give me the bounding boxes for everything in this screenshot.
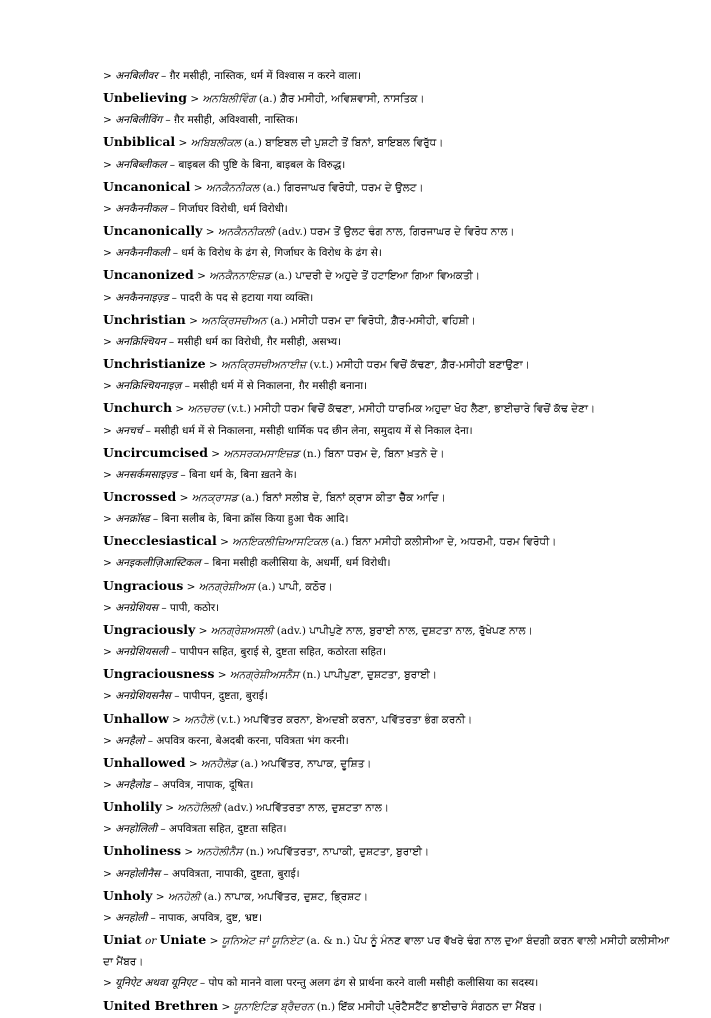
transliteration: अनक्रॉस्ड [115, 513, 150, 526]
transliteration: अनहोलिली [115, 823, 157, 836]
part-of-speech: (v.t.) [216, 713, 241, 726]
transliteration: ਯੂਨਾਇਟਿਡ ਬ੍ਰੈਦਰਨ [233, 1000, 314, 1013]
part-of-speech: (a.) [330, 536, 349, 549]
transliteration: अनकैननाइज़्ड [115, 291, 169, 304]
separator: – [150, 779, 162, 791]
hindi-line [103, 332, 673, 353]
definition: ਬਾਇਬਲ ਦੀ ਪੁਸ਼ਟੀ ਤੋਂ ਬਿਨਾਂ, ਬਾਇਬਲ ਵਿਰੁੱਧ। [265, 137, 444, 150]
arrow-marker: > [103, 734, 112, 747]
definition: ਬਿਨਾ ਮਸੀਹੀ ਕਲੀਸੀਆ ਦੇ, ਅਧਰਮੀ, ਧਰਮ ਵਿਰੋਧੀ। [351, 536, 557, 549]
arrow-marker: > [220, 536, 229, 549]
arrow-marker: > [103, 513, 112, 526]
part-of-speech: (adv.) [223, 802, 253, 815]
definition: बिना धर्म के, बिना ख़तने के। [188, 468, 297, 481]
headword: Unhallow [103, 710, 169, 726]
transliteration: अनकैननीकली [115, 247, 170, 260]
part-of-speech: (a.) [244, 137, 262, 150]
headword: United Brethren [103, 997, 219, 1013]
hindi-line [103, 864, 673, 885]
definition: ਪਾਦਰੀ ਦੇ ਅਹੁਦੇ ਤੋਂ ਹਟਾਇਆ ਗਿਆ ਵਿਅਕਤੀ। [295, 270, 480, 283]
arrow-marker: > [103, 823, 112, 836]
definition: अपवित्र, नापाक, दूषित। [161, 779, 254, 791]
definition: ਮਸੀਹੀ ਧਰਮ ਵਿਚੋਂ ਕੱਢਣਾ, ਗ਼ੈਰ-ਮਸੀਹੀ ਬਣਾਉਣਾ। [336, 359, 530, 372]
headword: Unholiness [103, 843, 182, 859]
transliteration: ਅਨਕ੍ਰਿਸਚੀਅਨਾਈਜ਼ [221, 359, 307, 372]
transliteration: ਅਨਕੈਨਨੀਕਲ [205, 181, 260, 194]
separator: – [157, 601, 170, 614]
definition: ਪਾਪੀਪੁਣੇ ਨਾਲ, ਬੁਰਾਈ ਨਾਲ, ਦੁਸ਼ਟਤਾ ਨਾਲ, ਰੁੱਖੇਪਣ ਨਾਲ। [309, 624, 533, 637]
transliteration: अनचर्च [115, 424, 143, 437]
transliteration: ਅਨਚਰਚ [187, 403, 224, 416]
separator: – [160, 867, 173, 880]
definition: अपवित्रता, नापाकी, दुष्टता, बुराई। [172, 867, 300, 880]
definition: ਅਪਵਿੱਤਰ ਕਰਨਾ, ਬੇਅਦਬੀ ਕਰਨਾ, ਪਵਿੱਤਰਤਾ ਭੰਗ ਕਰਨੀ। [243, 713, 473, 726]
arrow-marker: > [193, 181, 203, 194]
part-of-speech: (a.) [258, 93, 277, 106]
hindi-line [103, 421, 673, 442]
entry-line [103, 530, 673, 553]
definition: ग़ैर मसीही, नास्तिक, धर्म में विश्वास न करने वाला। [169, 70, 362, 82]
definition: पापीपन, दुष्टता, बुराई। [182, 690, 268, 703]
entry-line [103, 353, 673, 376]
hindi-line [103, 598, 673, 619]
transliteration: अनबिब्लीकल [115, 158, 167, 171]
entry-line [103, 176, 673, 199]
arrow-marker: > [217, 669, 227, 682]
arrow-marker: > [103, 70, 112, 82]
entry-line [103, 929, 673, 973]
definition: अपवित्रता सहित, दुष्टता सहित। [168, 823, 287, 836]
arrow-marker: > [103, 291, 112, 304]
arrow-marker: > [103, 911, 112, 924]
definition: गिर्जाघर विरोधी, धर्म विरोधी। [178, 202, 288, 215]
headword: Unholily [103, 799, 162, 815]
arrow-marker: > [103, 335, 112, 348]
arrow-marker: > [211, 447, 221, 460]
part-of-speech: (v.t.) [309, 359, 334, 372]
entry-line [103, 619, 673, 642]
entry-line [103, 131, 673, 154]
entry-line [103, 442, 673, 465]
entry-line [103, 397, 673, 420]
headword: Unchristianize [103, 356, 206, 372]
entry-line [103, 309, 673, 332]
transliteration: अनहोली [115, 911, 148, 924]
arrow-marker: > [184, 846, 194, 859]
hindi-line [103, 465, 673, 486]
arrow-marker: > [178, 137, 188, 150]
definition: बिना मसीही कलीसिया के, अधर्मी, धर्म विरोधी। [212, 557, 391, 570]
definition: ਮਸੀਹੀ ਧਰਮ ਵਿਚੋਂ ਕੱਢਣਾ, ਮਸੀਹੀ ਧਾਰਮਿਕ ਅਹੁਦਾ ਖੋਹ ਲੈਣਾ, ਭਾਈਚਾਰੇ ਵਿਚੋਂ ਕੱਢ ਦੇਣਾ। [254, 403, 596, 416]
hindi-line [103, 731, 673, 752]
part-of-speech: (a.) [270, 314, 288, 327]
separator: – [147, 911, 160, 924]
hindi-line [103, 110, 673, 131]
arrow-marker: > [103, 867, 112, 880]
hindi-line [103, 376, 673, 397]
arrow-marker: > [103, 424, 112, 437]
definition: नापाक, अपवित्र, दुष्ट, भ्रष्ट। [159, 911, 262, 924]
transliteration: ਅਨਹੈਲੋ [184, 713, 214, 726]
definition: धर्म के विरोध के ढंग से, गिर्जाघर के विरोध के ढंग से। [181, 247, 382, 260]
headword: Unecclesiastical [103, 533, 217, 549]
part-of-speech: (a.) [240, 757, 259, 770]
transliteration: ਅਬਿਬਲੀਕਲ [190, 137, 241, 150]
arrow-marker: > [103, 380, 112, 393]
entry-line [103, 840, 673, 863]
arrow-marker: > [165, 802, 175, 815]
arrow-marker: > [103, 468, 112, 481]
headword: Ungraciousness [103, 666, 215, 682]
hindi-line [103, 553, 673, 574]
arrow-marker: > [103, 247, 112, 260]
headword: Unhallowed [103, 754, 186, 770]
part-of-speech: (n.) [245, 846, 265, 859]
arrow-marker: > [179, 491, 189, 504]
hindi-line [103, 288, 673, 309]
arrow-marker: > [155, 890, 165, 903]
transliteration: ਅਨਸਰਕਮਸਾਇਜ਼ਡ [223, 447, 300, 460]
definition: अपवित्र करना, बेअदबी करना, पवित्रता भंग करनी। [156, 734, 349, 747]
arrow-marker: > [197, 270, 206, 283]
arrow-marker: > [209, 935, 219, 948]
separator: – [170, 690, 183, 703]
definition: ਧਰਮ ਤੋਂ ਉਲਟ ਢੰਗ ਨਾਲ, ਗਿਰਜਾਘਰ ਦੇ ਵਿਰੋਧ ਨਾਲ। [310, 226, 515, 239]
part-of-speech: (n.) [302, 669, 321, 682]
headword-variant: Uniate [159, 932, 207, 948]
arrow-marker: > [190, 93, 200, 106]
definition: ਪੋਪ ਨੂੰ ਮੰਨਣ ਵਾਲਾ ਪਰ ਵੱਖਰੇ ਢੰਗ ਨਾਲ ਦੁਆ ਬੰਦਗੀ ਕਰਨ ਵਾਲੀ ਮਸੀਹੀ ਕਲੀਸੀਆ ਦਾ ਮੈਂਬਰ। [103, 935, 670, 969]
definition: ਪਾਪੀਪੁਣਾ, ਦੁਸ਼ਟਤਾ, ਬੁਰਾਈ। [324, 669, 437, 682]
part-of-speech: (adv.) [277, 226, 307, 239]
part-of-speech: (v.t.) [227, 403, 251, 416]
definition: ਅਪਵਿੱਤਰਤਾ ਨਾਲ, ਦੁਸ਼ਟਤਾ ਨਾਲ। [256, 802, 389, 815]
definition: ਅਪਵਿੱਤਰਤਾ, ਨਾਪਾਕੀ, ਦੁਸ਼ਟਤਾ, ਬੁਰਾਈ। [267, 846, 430, 859]
hindi-line [103, 243, 673, 264]
arrow-marker: > [189, 314, 198, 327]
headword: Unbiblical [103, 134, 176, 150]
entry-line [103, 87, 673, 110]
arrow-marker: > [103, 158, 112, 171]
transliteration: ਅਨਹੈਲੋਡ [200, 757, 237, 770]
separator: – [156, 823, 169, 836]
entry-line [103, 575, 673, 598]
headword: Unchristian [103, 311, 186, 327]
headword: Uniat [103, 932, 142, 948]
part-of-speech: (a.) [257, 580, 276, 593]
separator: – [166, 158, 179, 171]
hindi-line [103, 973, 673, 994]
separator: – [169, 247, 182, 260]
separator: – [157, 70, 170, 82]
or-connector: or [144, 935, 157, 948]
definition: ਗ਼ੈਰ ਮਸੀਹੀ, ਅਵਿਸ਼ਵਾਸੀ, ਨਾਸਤਿਕ। [280, 93, 425, 106]
separator: – [162, 114, 174, 127]
transliteration: ਅਨਕ੍ਰਾਸਡ [191, 491, 238, 504]
arrow-marker: > [188, 757, 198, 770]
definition: मसीही धर्म का विरोधी, ग़ैर मसीही, असभ्य। [177, 335, 342, 348]
definition: ग़ैर मसीही, अविश्वासी, नास्तिक। [173, 114, 299, 127]
separator: – [181, 380, 194, 393]
definition: बिना सलीब के, बिना क्रॉस किया हुआ चैक आदि। [161, 513, 349, 526]
arrow-marker: > [103, 202, 112, 215]
dictionary-page [103, 66, 673, 1018]
transliteration: ਅਨਗ੍ਰੇਸ਼ਅਸਲੀ [210, 624, 274, 637]
entry-line [103, 796, 673, 819]
transliteration: अनबिलीवर [115, 70, 158, 82]
transliteration: ਅਨਇਕਲੀਜ਼ਿਆਸਟਿਕਲ [232, 536, 328, 549]
definition: मसीही धर्म में से निकालना, मसीही धार्मिक पद छीन लेना, समुदाय में से निकाल देना। [154, 424, 473, 437]
transliteration: ਅਨਕੈਨਨੀਕਲੀ [217, 226, 275, 239]
transliteration: अनइकलीज़िआस्टिकल [115, 557, 201, 570]
arrow-marker: > [198, 624, 208, 637]
separator: – [196, 977, 209, 990]
definition: ਪਾਪੀ, ਕਠੋਰ। [278, 580, 333, 593]
arrow-marker: > [208, 359, 218, 372]
part-of-speech: (adv.) [276, 624, 306, 637]
headword: Unchurch [103, 400, 173, 416]
headword: Ungracious [103, 577, 184, 593]
headword: Unholy [103, 887, 153, 903]
definition: ਨਾਪਾਕ, ਅਪਵਿੱਤਰ, ਦੁਸ਼ਟ, ਭ੍ਰਿਸ਼ਟ। [224, 890, 369, 903]
transliteration: अनबिलीविंग [115, 114, 163, 127]
entry-line [103, 663, 673, 686]
entry-line [103, 752, 673, 775]
transliteration: अनहैलोड [115, 779, 151, 791]
transliteration: ਅਨਕ੍ਰਿਸਚੀਅਨ [201, 314, 267, 327]
transliteration: अनग्रेशियसनैस [115, 690, 171, 703]
arrow-marker: > [186, 580, 196, 593]
arrow-marker: > [175, 403, 185, 416]
definition: ਇੱਕ ਮਸੀਹੀ ਪ੍ਰੋਟੈਸਟੈਂਟ ਭਾਈਚਾਰੇ ਸੰਗਠਨ ਦਾ ਮੈਂਬਰ। [338, 1000, 543, 1013]
definition: पादरी के पद से हटाया गया व्यक्ति। [180, 291, 314, 304]
entry-line [103, 885, 673, 908]
definition: मसीही धर्म में से निकालना, ग़ैर मसीही बनाना। [193, 380, 368, 393]
separator: – [167, 646, 180, 659]
hindi-line [103, 66, 673, 87]
hindi-line [103, 155, 673, 176]
arrow-marker: > [172, 713, 181, 726]
hindi-line [103, 686, 673, 707]
transliteration: अनक्रिश्चियन [115, 335, 166, 348]
transliteration: अनहैलो [115, 734, 145, 747]
transliteration: ਯੂਨਿਅੇਟ ਜਾਂ ਯੂਨਿਏਟ [221, 935, 304, 948]
transliteration: अनग्रेशियस [115, 601, 158, 614]
headword: Uncanonically [103, 223, 203, 239]
separator: – [177, 468, 189, 481]
part-of-speech: (n.) [316, 1000, 336, 1013]
arrow-marker: > [103, 646, 112, 659]
separator: – [144, 734, 157, 747]
separator: – [168, 291, 181, 304]
transliteration: यूनिऐट अथवा यूनिएट [115, 977, 197, 990]
definition: ਗਿਰਜਾਘਰ ਵਿਰੋਧੀ, ਧਰਮ ਦੇ ਉਲਟ। [283, 181, 424, 194]
separator: – [142, 424, 155, 437]
definition: पोप को मानने वाला परन्तु अलग ढंग से प्रार्थना करने वाली मसीही कलीसिया का सदस्य। [208, 977, 539, 990]
headword: Uncrossed [103, 488, 177, 504]
entry-line [103, 708, 673, 731]
entry-line [103, 995, 673, 1018]
separator: – [165, 335, 178, 348]
separator: – [200, 557, 213, 570]
transliteration: ਅਨਕੈਨਨਾਇਜ਼ਡ [209, 270, 271, 283]
part-of-speech: (a.) [203, 890, 222, 903]
part-of-speech: (a.) [241, 491, 260, 504]
definition: ਬਿਨਾ ਧਰਮ ਦੇ, ਬਿਨਾ ਖ਼ਤਨੇ ਦੇ। [324, 447, 445, 460]
headword: Unbelieving [103, 90, 187, 106]
definition: ਅਪਵਿੱਤਰ, ਨਾਪਾਕ, ਦੂਸ਼ਿਤ। [261, 757, 372, 770]
arrow-marker: > [103, 557, 112, 570]
separator: – [166, 202, 179, 215]
hindi-line [103, 199, 673, 220]
entry-line [103, 486, 673, 509]
transliteration: ਅਨਹੋਲੀ [167, 890, 201, 903]
hindi-line [103, 775, 673, 796]
entry-line [103, 220, 673, 243]
arrow-marker: > [103, 779, 112, 791]
arrow-marker: > [103, 114, 112, 127]
definition: बाइबल की पुष्टि के बिना, बाइबल के विरुद्ध। [178, 158, 346, 171]
transliteration: अनसर्कमसाइज़्ड [115, 468, 178, 481]
part-of-speech: (a.) [274, 270, 293, 283]
transliteration: ਅਨਹੋਲਿਲੀ [177, 802, 221, 815]
hindi-line [103, 642, 673, 663]
hindi-line [103, 908, 673, 929]
transliteration: अनकैननीकल [115, 202, 167, 215]
headword: Uncircumcised [103, 444, 208, 460]
definition: पापीपन सहित, बुराई से, दुष्टता सहित, कठोरता सहित। [179, 646, 386, 659]
transliteration: ਅਨਬਿਲੀਵਿੰਗ [202, 93, 256, 106]
transliteration: अनग्रेशियसली [115, 646, 168, 659]
transliteration: ਅਨਗ੍ਰੇਸ਼ੀਅਸਨੈੱਸ [229, 669, 300, 682]
transliteration: ਅਨਗ੍ਰੇਸ਼ੀਅਸ [198, 580, 255, 593]
arrow-marker: > [221, 1000, 231, 1013]
arrow-marker: > [103, 977, 112, 990]
transliteration: अनक्रिश्चियनाइज़ [115, 380, 182, 393]
transliteration: अनहोलीनैस [115, 867, 161, 880]
entry-line [103, 264, 673, 287]
definition: ਬਿਨਾਂ ਸਲੀਬ ਦੇ, ਬਿਨਾਂ ਕ੍ਰਾਸ ਕੀਤਾ ਚੈੱਕ ਆਦਿ। [262, 491, 446, 504]
part-of-speech: (n.) [302, 447, 322, 460]
part-of-speech: (a.) [262, 181, 281, 194]
definition: ਮਸੀਹੀ ਧਰਮ ਦਾ ਵਿਰੋਧੀ, ਗ਼ੈਰ-ਮਸੀਹੀ, ਵਹਿਸ਼ੀ। [291, 314, 476, 327]
headword: Uncanonical [103, 178, 191, 194]
arrow-marker: > [103, 690, 112, 703]
hindi-line [103, 509, 673, 530]
hindi-line [103, 819, 673, 840]
headword: Ungraciously [103, 621, 196, 637]
arrow-marker: > [205, 226, 215, 239]
transliteration: ਅਨਹੋਲੀਨੈੱਸ [196, 846, 243, 859]
headword: Uncanonized [103, 267, 194, 283]
arrow-marker: > [103, 601, 112, 614]
separator: – [149, 513, 162, 526]
part-of-speech: (a. & n.) [306, 935, 351, 948]
definition: पापी, कठोर। [169, 601, 220, 614]
